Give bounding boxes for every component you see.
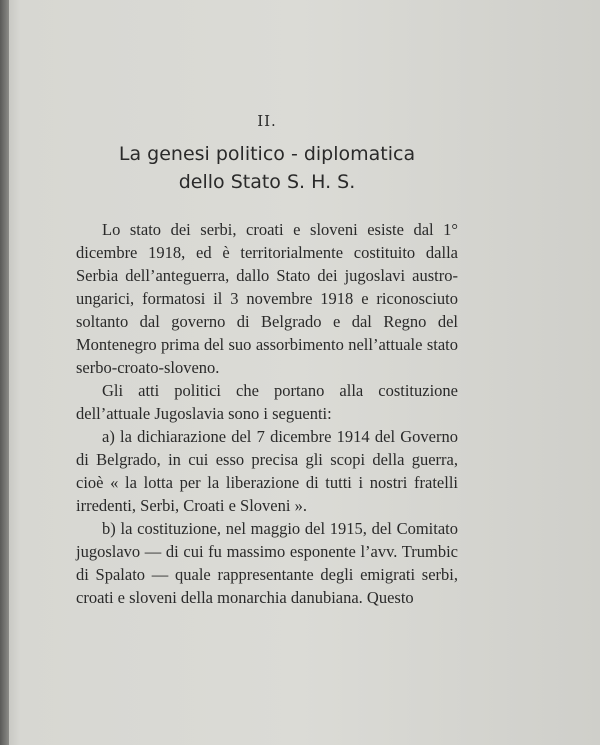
paragraph: Lo stato dei serbi, croati e sloveni esiste dal 1° dicembre 1918, ed è territorialmente costituito dalla Serbia dell’anteguerra, dallo Stato dei jugoslavi austro-ungarici, formatosi il 3 novembre 1918 e riconosciuto soltanto dal governo di Belgrado e dal Regno del Montenegro prima del suo assorbimento nell’attuale stato serbo-croato-sloveno. bbox=[76, 220, 458, 377]
paragraph: Gli atti politici che portano alla costituzione dell’attuale Jugoslavia sono i seguenti: bbox=[76, 381, 458, 423]
paragraph: a) la dichiarazione del 7 dicembre 1914 del Governo di Belgrado, in cui esso precisa gli scopi della guerra, cioè « la lotta per la liberazione di tutti i nostri fratelli irredenti, Serbi, Croati e Sloveni ». bbox=[76, 427, 458, 515]
page-text-block bbox=[76, 112, 458, 609]
chapter-title-line-1: La genesi politico - diplomatica bbox=[118, 143, 416, 165]
book-binding-edge bbox=[0, 0, 9, 745]
chapter-title-line-2: dello Stato S. H. S. bbox=[178, 171, 356, 193]
chapter-number: II. bbox=[257, 112, 277, 130]
paragraph: b) la costituzione, nel maggio del 1915, del Comitato jugoslavo — di cui fu massimo esponente l’avv. Trumbic di Spalato — quale rappresentante degli emigrati serbi, croati e sloveni della monarchia danubiana. Questo bbox=[76, 519, 458, 607]
body-text bbox=[76, 218, 458, 609]
